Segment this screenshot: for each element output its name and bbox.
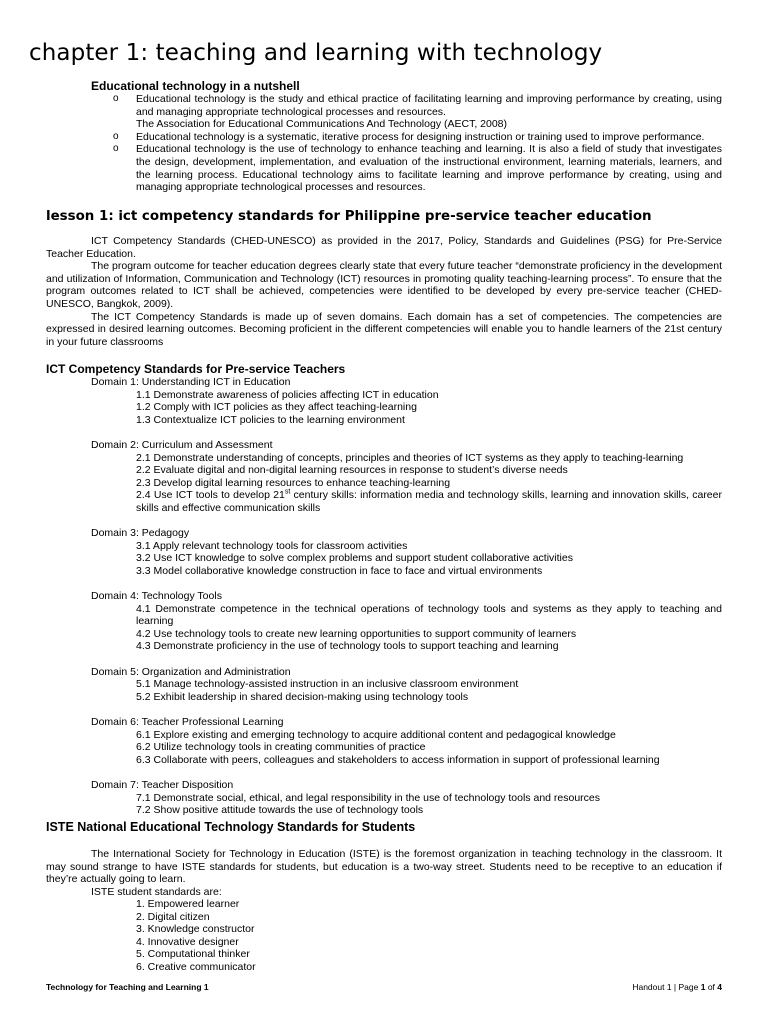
footer-course-title: Technology for Teaching and Learning 1 bbox=[46, 982, 209, 992]
list-item: 1. Empowered learner bbox=[136, 898, 240, 910]
competency-item: 6.2 Utilize technology tools in creating communities of practice bbox=[136, 741, 426, 754]
footer-page-total: 4 bbox=[717, 982, 722, 992]
list-item: 3. Knowledge constructor bbox=[136, 923, 255, 936]
competency-item: 1.3 Contextualize ICT policies to the learning environment bbox=[136, 413, 405, 426]
domain-1 bbox=[91, 376, 722, 426]
list-item: 4. Innovative designer bbox=[136, 935, 239, 948]
footer-of-label: of bbox=[705, 982, 718, 992]
footer-handout-label: Handout 1 | Page bbox=[632, 982, 701, 992]
nutshell-list bbox=[91, 93, 722, 194]
competency-item: 7.2 Show positive attitude towards the use of technology tools bbox=[136, 804, 424, 817]
list-item bbox=[91, 131, 722, 144]
aect-citation: The Association for Educational Communications And Technology (AECT, 2008) bbox=[136, 118, 508, 131]
competency-item: 6.1 Explore existing and emerging technology to acquire additional content and pedagogical knowledge bbox=[136, 728, 616, 741]
domain-title: Domain 7: Teacher Disposition bbox=[91, 779, 234, 791]
domain-6 bbox=[91, 716, 722, 766]
nutshell-item-text: Educational technology is the use of technology to enhance teaching and learning. It is also a field of study that investigates the design, development, implementation, and evaluation of the instructional environment, learning materials, learners, and the learning process. Educational technology aims to facilitate learning and improve performance by creating, using and managing appropriate technological processes and resources. bbox=[136, 143, 722, 194]
domain-list bbox=[91, 376, 722, 829]
competency-item: 6.3 Collaborate with peers, colleagues and stakeholders to access information in support of professional learning bbox=[136, 753, 660, 766]
nutshell-heading: Educational technology in a nutshell bbox=[91, 79, 300, 93]
competency-item: 5.1 Manage technology-assisted instruction in an inclusive classroom environment bbox=[136, 678, 519, 691]
domain-title: Domain 6: Teacher Professional Learning bbox=[91, 716, 284, 729]
bullet-icon: o bbox=[113, 130, 119, 142]
competency-item bbox=[91, 489, 722, 514]
nutshell-item-text: Educational technology is the study and ethical practice of facilitating learning and improving performance by creating, using and managing appropriate technological processes and resources. bbox=[136, 93, 722, 118]
list-item: 6. Creative communicator bbox=[136, 960, 256, 973]
lesson-intro bbox=[46, 235, 722, 348]
competency-item: 1.2 Comply with ICT policies as they affect teaching-learning bbox=[136, 401, 417, 414]
domain-title: Domain 2: Curriculum and Assessment bbox=[91, 438, 273, 451]
competency-text: century skills: information media and technology skills, learning and innovation skills, career skills and effective communication skills bbox=[136, 489, 722, 514]
iste-paragraph: The International Society for Technology in Education (ISTE) is the foremost organization in teaching technology in the classroom. It may sound strange to have ISTE standards for students, but education is a two-way street. Students need to be receptive to an education if they’re actually going to learn. bbox=[46, 848, 722, 886]
domain-3 bbox=[91, 527, 722, 577]
competency-item: 4.2 Use technology tools to create new learning opportunities to support community of learners bbox=[136, 627, 577, 640]
competency-item: 2.2 Evaluate digital and non-digital learning resources in response to student’s diverse needs bbox=[136, 464, 568, 477]
domain-title: Domain 4: Technology Tools bbox=[91, 590, 222, 603]
competency-item: 5.2 Exhibit leadership in shared decision-making using technology tools bbox=[136, 690, 469, 703]
lesson-title: lesson 1: ict competency standards for Philippine pre-service teacher education bbox=[46, 209, 652, 224]
competency-item: 4.3 Demonstrate proficiency in the use of technology tools to support teaching and learning bbox=[136, 640, 559, 653]
nutshell-item-text: Educational technology is a systematic, iterative process for designing instruction or training used to improve performance. bbox=[136, 130, 705, 143]
competency-item: 4.1 Demonstrate competence in the technical operations of technology tools and systems as they apply to teaching and learning bbox=[136, 602, 722, 628]
domain-2 bbox=[91, 439, 722, 515]
competency-item: 3.1 Apply relevant technology tools for classroom activities bbox=[136, 539, 408, 552]
bullet-icon: o bbox=[113, 143, 119, 155]
competency-text: 2.4 Use ICT tools to develop 21 bbox=[136, 489, 285, 502]
list-item bbox=[91, 93, 722, 118]
intro-paragraph: ICT Competency Standards (CHED-UNESCO) as provided in the 2017, Policy, Standards and Guidelines (PSG) for Pre-Service Teacher Education. bbox=[46, 235, 722, 260]
domain-4 bbox=[91, 590, 722, 653]
iste-heading: ISTE National Educational Technology Standards for Students bbox=[46, 820, 416, 834]
footer-page-number: 1 bbox=[700, 982, 706, 992]
competency-item: 7.1 Demonstrate social, ethical, and legal responsibility in the use of technology tools and resources bbox=[136, 791, 601, 804]
ict-standards-heading: ICT Competency Standards for Pre-service Teachers bbox=[46, 362, 346, 376]
list-item bbox=[91, 143, 722, 193]
domain-title: Domain 3: Pedagogy bbox=[91, 527, 190, 540]
footer-page-info bbox=[632, 982, 722, 992]
list-item: 5. Computational thinker bbox=[136, 948, 250, 961]
chapter-title: chapter 1: teaching and learning with technology bbox=[29, 40, 603, 66]
competency-item: 3.3 Model collaborative knowledge construction in face to face and virtual environments bbox=[136, 564, 543, 577]
domain-title: Domain 1: Understanding ICT in Education bbox=[91, 376, 291, 388]
iste-list-intro: ISTE student standards are: bbox=[91, 886, 222, 898]
competency-item: 2.3 Develop digital learning resources to enhance teaching-learning bbox=[136, 476, 451, 489]
domain-title: Domain 5: Organization and Administration bbox=[91, 665, 291, 678]
competency-item: 3.2 Use ICT knowledge to solve complex problems and support student collaborative activities bbox=[136, 552, 573, 565]
intro-paragraph: The program outcome for teacher education degrees clearly state that every future teacher “demonstrate proficiency in the development and utilization of Information, Communication and Technology (ICT) resources in promoting quality teaching-learning process”. To ensure that the program outcomes related to ICT shall be achieved, competencies were identified to be developed by every pre-service teacher (CHED-UNESCO, Bangkok, 2009). bbox=[46, 260, 722, 310]
superscript: st bbox=[284, 488, 291, 496]
competency-item: 2.1 Demonstrate understanding of concepts, principles and theories of ICT systems as they apply to teaching-learning bbox=[136, 451, 684, 464]
iste-standards-list bbox=[136, 898, 256, 974]
competency-item: 1.1 Demonstrate awareness of policies affecting ICT in education bbox=[136, 388, 439, 401]
domain-7 bbox=[91, 779, 722, 817]
domain-5 bbox=[91, 666, 722, 704]
list-item: 2. Digital citizen bbox=[136, 910, 210, 923]
bullet-icon: o bbox=[113, 93, 119, 104]
intro-paragraph: The ICT Competency Standards is made up of seven domains. Each domain has a set of competencies. The competencies are expressed in desired learning outcomes. Becoming proficient in the different competencies will enable you to handle learners of the 21st century in your future classrooms bbox=[46, 310, 722, 348]
